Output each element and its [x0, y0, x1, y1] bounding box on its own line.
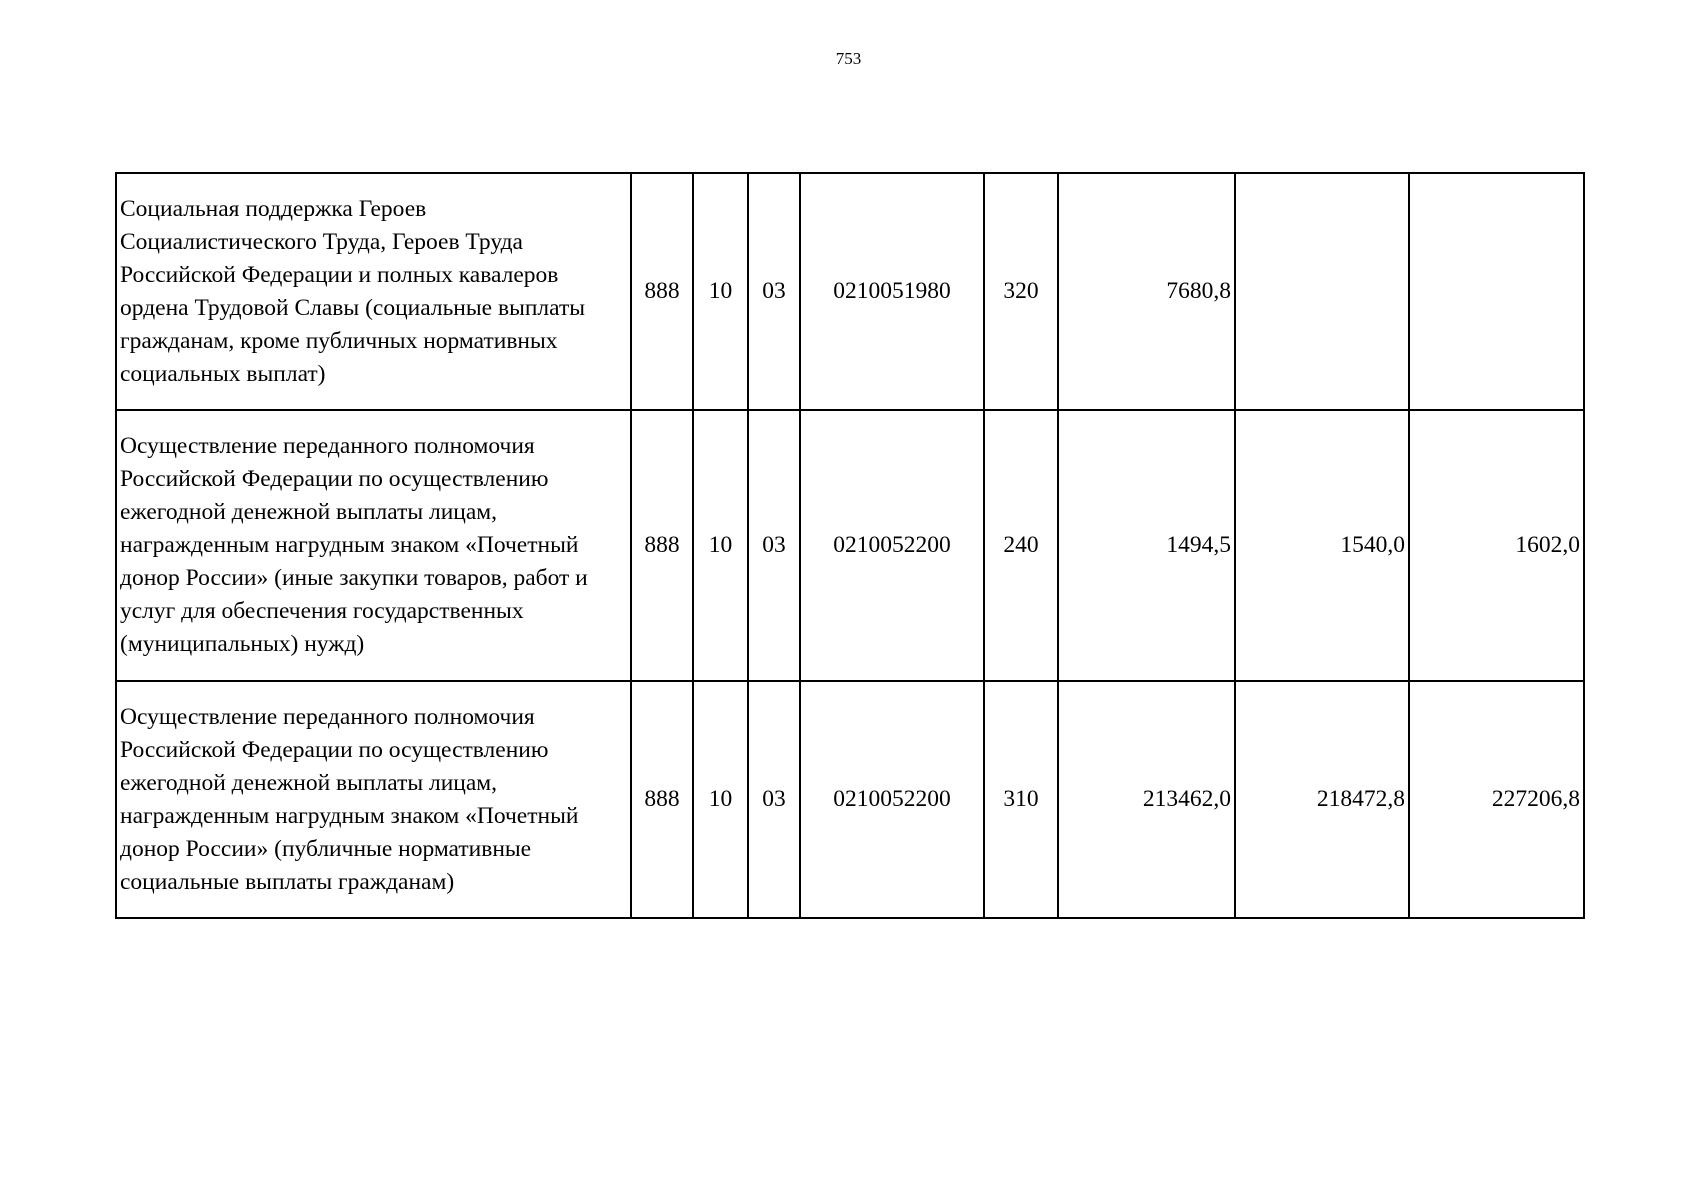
- target-article-code: 0210052200: [800, 410, 984, 681]
- target-article-code: 0210052200: [800, 681, 984, 918]
- expense-type-code: 320: [984, 173, 1058, 410]
- amount-2: [1235, 173, 1409, 410]
- amount-2: 1540,0: [1235, 410, 1409, 681]
- amount-1: 213462,0: [1058, 681, 1235, 918]
- amount-3: 227206,8: [1409, 681, 1584, 918]
- expense-type-code: 310: [984, 681, 1058, 918]
- target-article-code: 0210051980: [800, 173, 984, 410]
- amount-3: [1409, 173, 1584, 410]
- section-code: 10: [693, 410, 748, 681]
- table-row: [116, 681, 1584, 918]
- ministry-code: 888: [631, 681, 693, 918]
- subsection-code: 03: [748, 681, 800, 918]
- row-name: Осуществление переданного полномочия Российской Федерации по осуществлению ежегодной денежной выплаты лицам, награжденным нагрудным знаком «Почетный донор России» (иные закупки товаров, работ и услуг для обеспечения государственных (муниципальных) нужд): [116, 410, 631, 681]
- expense-type-code: 240: [984, 410, 1058, 681]
- row-name: Осуществление переданного полномочия Российской Федерации по осуществлению ежегодной денежной выплаты лицам, награжденным нагрудным знаком «Почетный донор России» (публичные нормативные социальные выплаты гражданам): [116, 681, 631, 918]
- amount-3: 1602,0: [1409, 410, 1584, 681]
- amount-2: 218472,8: [1235, 681, 1409, 918]
- section-code: 10: [693, 681, 748, 918]
- row-name: Социальная поддержка Героев Социалистического Труда, Героев Труда Российской Федерации и полных кавалеров ордена Трудовой Славы (социальные выплаты гражданам, кроме публичных нормативных социальных выплат): [116, 173, 631, 410]
- ministry-code: 888: [631, 410, 693, 681]
- page-number: 753: [835, 49, 862, 68]
- table-row: [116, 173, 1584, 410]
- amount-1: 1494,5: [1058, 410, 1235, 681]
- budget-table: [115, 172, 1585, 919]
- ministry-code: 888: [631, 173, 693, 410]
- section-code: 10: [693, 173, 748, 410]
- subsection-code: 03: [748, 173, 800, 410]
- table-row: [116, 410, 1584, 681]
- subsection-code: 03: [748, 410, 800, 681]
- amount-1: 7680,8: [1058, 173, 1235, 410]
